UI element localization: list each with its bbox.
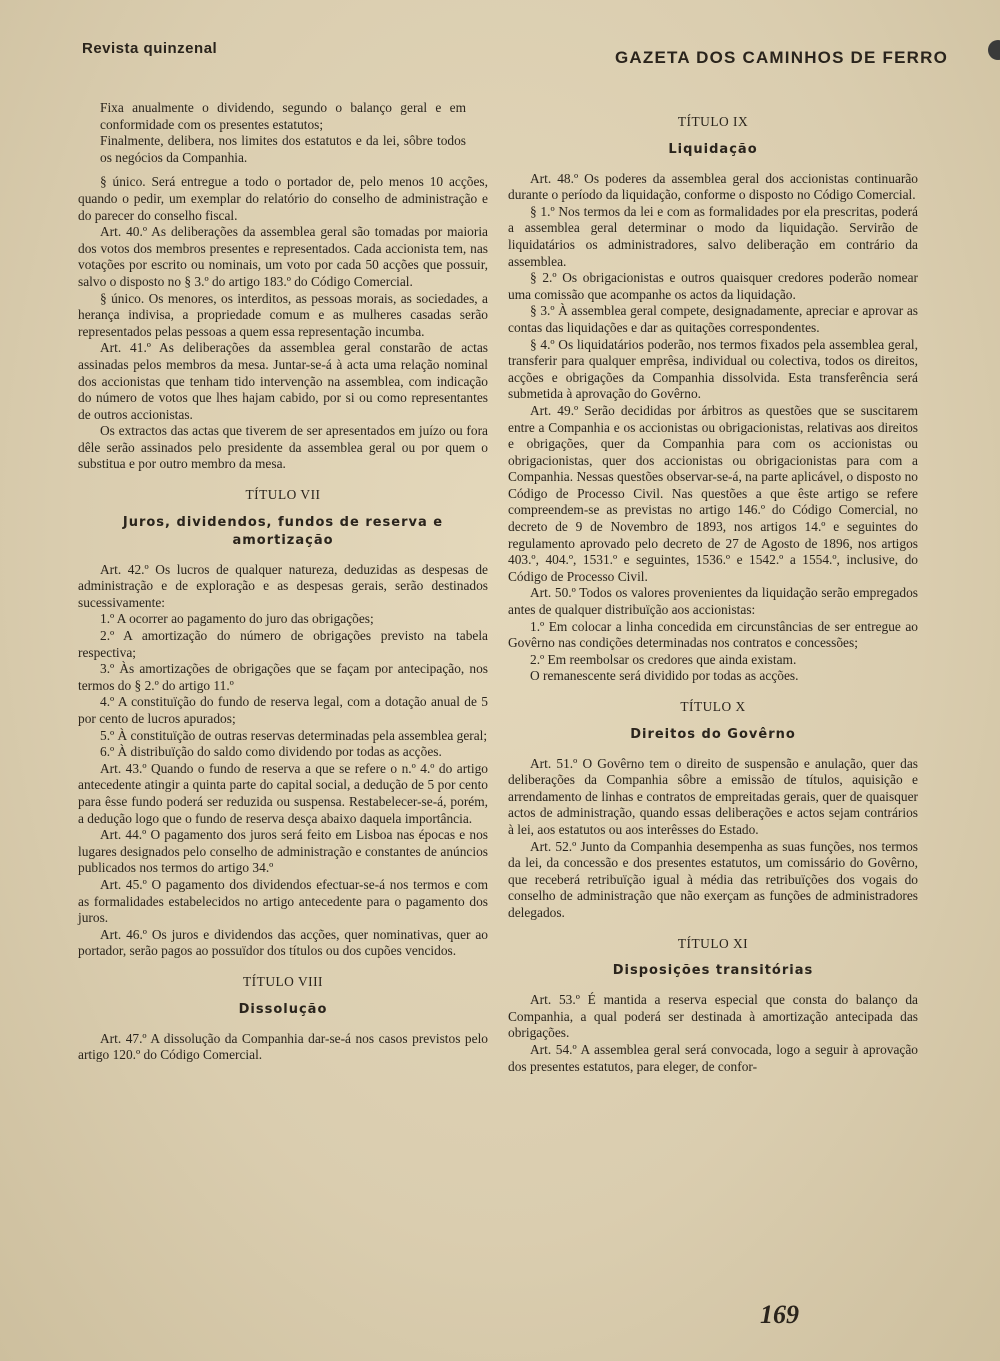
text-paragraph: 5.º À constituïção de outras reservas determinadas pela assemblea geral; xyxy=(100,727,488,743)
text-paragraph: O remanescente será dividido por todas as acções. xyxy=(530,668,799,684)
section-title: TÍTULO XI xyxy=(677,935,749,951)
section-title: TÍTULO VIII xyxy=(243,973,323,989)
text-paragraph: § único. Os menores, os interditos, as pessoas morais, as sociedades, a herança indivisa, a propriedade comum e as mulheres casadas serão representados pelas pessoas a quem essa representação incumba. xyxy=(78,290,488,339)
text-paragraph: Art. 46.º Os juros e dividendos das acções, quer nominativas, quer ao portador, serão pagos ao possuïdor dos títulos ou dos cupões vencidos. xyxy=(78,926,488,959)
running-header-left: Revista quinzenal xyxy=(82,40,218,57)
text-paragraph: 2.º A amortização do número de obrigações previsto na tabela respectiva; xyxy=(78,628,488,660)
section-subtitle: Liquidação xyxy=(668,141,758,157)
text-paragraph: Os extractos das actas que tiverem de ser apresentados em juízo ou fora dêle serão assinados pelo presidente da assemblea geral ou por quem o substitua e por outro membro da mesa. xyxy=(78,423,488,472)
text-paragraph: § único. Será entregue a todo o portador de, pelo menos 10 acções, quando o pedir, um exemplar do relatório do conselho de administração e do parecer do conselho fiscal. xyxy=(78,174,488,223)
text-paragraph: Art. 43.º Quando o fundo de reserva a que se refere o n.º 4.º do artigo antecedente atingir a quinta parte do capital social, a dedução de 5 por cento para êsse fundo poderá ser reduzida ou suspensa. Restabelecer-se-á, porém, a dedução logo que o fundo de reserva desça abaixo daquela importância. xyxy=(78,760,488,826)
binder-hole xyxy=(988,40,1000,60)
text-paragraph: Art. 45.º O pagamento dos dividendos efectuar-se-á nos termos e com as formalidades estabelecidos no artigo antecedente para o pagamento dos juros. xyxy=(78,876,488,926)
right-text-column xyxy=(508,100,918,1075)
running-header-right: GAZETA DOS CAMINHOS DE FERRO xyxy=(615,48,948,67)
text-paragraph: 1.º A ocorrer ao pagamento do juro das obrigações; xyxy=(100,611,374,627)
section-title: TÍTULO X xyxy=(680,699,746,714)
text-paragraph: 4.º A constituïção do fundo de reserva legal, com a dotação anual de 5 por cento de lucros apurados; xyxy=(78,694,488,726)
text-paragraph: Art. 51.º O Govêrno tem o direito de suspensão e anulação, quer das deliberações da Companhia sôbre a emissão de títulos, aquisição e arrendamento de linhas e contratos de empreitadas gerais, quer de quaisquer actos de administração, quando essas deliberações e actos sejam contrários à lei, aos estatutos ou aos interêsses do Estado. xyxy=(508,755,918,837)
text-paragraph: § 2.º Os obrigacionistas e outros quaisquer credores poderão nomear uma comissão que acompanhe os actos da liquidação. xyxy=(508,270,918,302)
text-paragraph: Art. 48.º Os poderes da assemblea geral dos accionistas continuarão durante o período da liquidação, conforme o disposto no Código Comercial. xyxy=(508,170,918,203)
section-subtitle: Direitos do Govêrno xyxy=(630,726,796,742)
text-paragraph: 1.º Em colocar a linha concedida em circunstâncias de ser entregue ao Govêrno nas condições determinadas nos contratos e concessões; xyxy=(508,618,918,651)
text-paragraph: 2.º Em reembolsar os credores que ainda existam. xyxy=(530,651,797,667)
section-subtitle: Dissolução xyxy=(238,1001,328,1017)
text-paragraph: Finalmente, delibera, nos limites dos estatutos e da lei, sôbre todos os negócios da Companhia. xyxy=(100,133,466,165)
left-text-column xyxy=(78,100,488,1064)
text-paragraph: Art. 42.º Os lucros de qualquer natureza, deduzidas as despesas de administração e de exploração e as despesas gerais, serão destinados sucessivamente: xyxy=(78,561,488,610)
section-title: TÍTULO VII xyxy=(245,487,321,503)
text-paragraph: Art. 40.º As deliberações da assemblea geral são tomadas por maioria dos votos dos membros presentes e representados. Cada accionista tem, nas votações por escrito ou nominais, um voto por cada 50 acções que possuir, salvo o disposto no § 3.º do artigo 183.º do Código Comercial. xyxy=(78,224,488,289)
section-title: TÍTULO IX xyxy=(677,114,749,129)
text-paragraph: § 3.º À assemblea geral compete, designadamente, apreciar e aprovar as contas das liquidações e dar as quitações correspondentes. xyxy=(508,303,918,335)
text-paragraph: Art. 41.º As deliberações da assemblea geral constarão de actas assinadas pelos membros da mesa. Juntar-se-á à acta uma relação nominal dos accionistas que tenham tido intervenção na assemblea, com indicação do número de votos que lhes hajam cabido, por si ou como representantes de outros accionistas. xyxy=(78,340,488,422)
text-paragraph: 3.º Às amortizações de obrigações que se façam por antecipação, nos termos do § 2.º do artigo 11.º xyxy=(78,661,488,693)
text-paragraph: § 1.º Nos termos da lei e com as formalidades por ela prescritas, poderá a assemblea geral determinar o modo da liquidação. Servirão de liquidatários os administradores, salvo deliberação em contrário da assemblea. xyxy=(508,203,918,269)
text-paragraph: Art. 49.º Serão decididas por árbitros as questões que se suscitarem entre a Companhia e os accionistas ou obrigacionistas, relativas aos direitos e obrigações, quer da Companhia para com os accionistas ou obrigacionistas, quer dos accionistas ou obrigacionistas para com a Companhia. Nessas questões observar-se-á, na parte aplicável, o disposto no Código de Processo Civil. Nas questões a que êste artigo se refere compreendem-se as previstas no artigo 146.º do Código Comercial, no decreto de 9 de Novembro de 1893, nos artigos 14.º e seguintes do regulamento aprovado pelo decreto de 27 de Agosto de 1896, nos artigos 403.º, 404.º, 1531.º e seguintes, 1536.º e 1542.º a 1554.º, inclusive, do Código de Processo Civil. xyxy=(508,402,918,584)
text-paragraph: Art. 44.º O pagamento dos juros será feito em Lisboa nas épocas e nos lugares designados pelo conselho de administração e constantes de anúncios publicados nos termos do artigo 34.º xyxy=(78,827,488,876)
text-paragraph: Art. 52.º Junto da Companhia desempenha as suas funções, nos termos da lei, da concessão e dos presentes estatutos, um comissário do Govêrno, que receberá retribuïção igual à média das retribuïções dos vogais do conselho de administração que não exerçam as funções de administradores delegados. xyxy=(508,838,918,920)
section-subtitle: Disposições transitórias xyxy=(612,963,814,979)
text-paragraph: § 4.º Os liquidatários poderão, nos termos fixados pela assemblea geral, transferir para qualquer emprêsa, individual ou colectiva, todos os direitos, acções e obrigações da Companhia dissolvida. Esta transferência será submetida à aprovação do Govêrno. xyxy=(508,336,918,402)
text-paragraph: 6.º À distribuïção do saldo como dividendo por todas as acções. xyxy=(100,744,442,760)
section-subtitle: Juros, dividendos, fundos de reserva e amortização xyxy=(122,514,444,548)
text-paragraph: Art. 50.º Todos os valores provenientes da liquidação serão empregados antes de qualquer distribuïção aos accionistas: xyxy=(508,585,918,618)
text-paragraph: Art. 54.º A assemblea geral será convocada, logo a seguir à aprovação dos presentes estatutos, para eleger, de confor- xyxy=(508,1041,918,1074)
text-paragraph: Art. 53.º É mantida a reserva especial que consta do balanço da Companhia, a qual poderá ser destinada à amortização antecipada das obrigações. xyxy=(508,992,918,1041)
text-paragraph: Fixa anualmente o dividendo, segundo o balanço geral e em conformidade com os presentes estatutos; xyxy=(100,100,466,132)
text-paragraph: Art. 47.º A dissolução da Companhia dar-se-á nos casos previstos pelo artigo 120.º do Código Comercial. xyxy=(78,1030,488,1063)
page-number: 169 xyxy=(760,1300,799,1329)
